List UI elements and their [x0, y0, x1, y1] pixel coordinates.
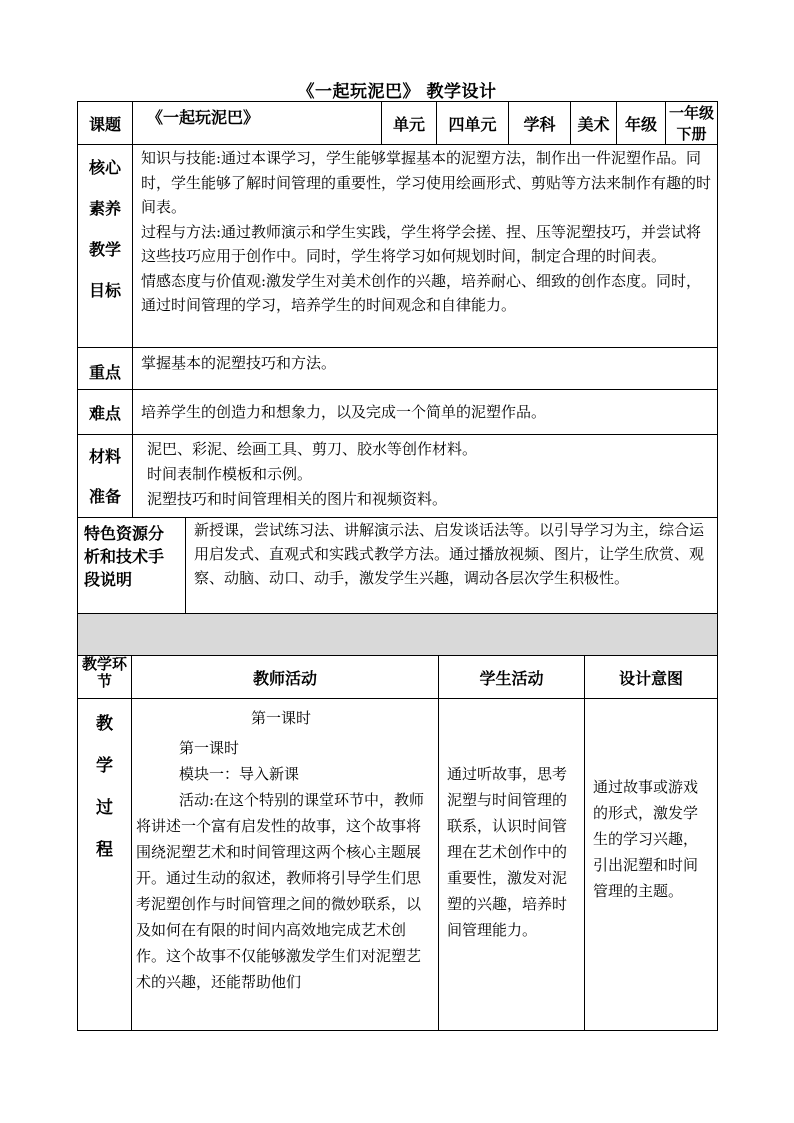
key-point-cell	[133, 348, 718, 390]
grade-value: 一年级下册	[666, 102, 718, 145]
design-intent-text: 通过故事或游戏的形式，激发学生的学习兴趣，引出泥塑和时间管理的主题。	[593, 778, 699, 900]
unit-label: 单元	[382, 102, 437, 145]
materials-label-line: 准备	[88, 487, 121, 506]
stage-header: 教学环节	[78, 656, 132, 699]
objectives-label-line: 素养	[88, 199, 121, 218]
objective-attitude: 情感态度与价值观:激发学生对美术创作的兴趣，培养耐心、细致的创作态度。同时，通过时间管理的学习，培养学生的时间观念和自律能力。	[141, 271, 702, 314]
key-point-text: 掌握基本的泥塑技巧和方法。	[141, 354, 337, 372]
resources-text: 新授课，尝试练习法、讲解演示法、启发谈话法等。以引导学习为主，综合运用启发式、直观式和实践式教学方法。通过播放视频、图片，让学生欣赏、观察、动脑、动口、动手，激发学生兴趣，调动各层次学生积极性。	[194, 521, 705, 587]
objectives-label	[78, 145, 133, 348]
teacher-activity-text: 活动:在这个特别的课堂环节中，教师将讲述一个富有启发性的故事，这个故事将围绕泥塑艺术和时间管理这两个核心主题展开。通过生动的叙述，教师将引导学生们思考泥塑创作与时间管理之间的微妙联系，以及如何在有限的时间内高效地完成艺术创作。这个故事不仅能够激发学生们对泥塑艺术的兴趣，还能帮助他们	[136, 791, 425, 991]
student-activity-text: 通过听故事，思考泥塑与时间管理的联系，认识时间管理在艺术创作中的重要性，激发对泥塑的兴趣，培养时间管理能力。	[447, 765, 568, 939]
student-activity-header: 学生活动	[439, 656, 585, 699]
grade-label: 年级	[617, 102, 666, 145]
teacher-activity-cell	[132, 699, 439, 1031]
objectives-label-line: 教学	[88, 240, 121, 259]
resources-label: 特色资源分析和技术手段说明	[78, 518, 186, 614]
stage-char: 学	[96, 756, 113, 776]
difficulty-label: 难点	[78, 390, 133, 435]
objectives-label-line: 目标	[88, 281, 121, 300]
lesson-info-table	[77, 101, 718, 656]
material-item: 时间表制作模板和示例。	[147, 465, 313, 483]
subject-value: 美术	[571, 102, 617, 145]
design-intent-cell	[585, 699, 718, 1031]
stage-process-label	[78, 699, 132, 1031]
materials-label	[78, 435, 133, 518]
objective-knowledge: 知识与技能:通过本课学习，学生能够掌握基本的泥塑方法，制作出一件泥塑作品。同时，学生能够了解时间管理的重要性，学习使用绘画形式、剪贴等方法来制作有趣的时间表。	[141, 149, 712, 216]
teacher-line-module: 模块一：导入新课	[179, 765, 300, 783]
teacher-activity-header: 教师活动	[132, 656, 439, 699]
objectives-label-line: 核心	[88, 158, 121, 177]
material-item: 泥巴、彩泥、绘画工具、剪刀、胶水等创作材料。	[147, 440, 478, 458]
difficulty-cell	[133, 390, 718, 435]
key-point-label: 重点	[78, 348, 133, 390]
materials-content	[133, 435, 718, 518]
stage-char: 教	[96, 714, 113, 734]
section-divider	[78, 614, 718, 656]
topic-label: 课题	[78, 102, 133, 145]
teaching-process-table	[77, 655, 718, 1031]
resources-content	[186, 518, 718, 614]
document-title: 《一起玩泥巴》 教学设计	[297, 82, 497, 102]
unit-value: 四单元	[437, 102, 509, 145]
topic-value: 《一起玩泥巴》	[133, 102, 382, 145]
lesson-heading: 第一课时	[251, 709, 312, 727]
objectives-content	[133, 145, 718, 348]
subject-label: 学科	[509, 102, 571, 145]
student-activity-cell	[439, 699, 585, 1031]
stage-char: 过	[96, 798, 113, 818]
material-item: 泥塑技巧和时间管理相关的图片和视频资料。	[147, 490, 448, 508]
difficulty-text: 培养学生的创造力和想象力，以及完成一个简单的泥塑作品。	[141, 402, 547, 421]
stage-char: 程	[96, 840, 113, 860]
teacher-line-lesson: 第一课时	[179, 739, 240, 757]
materials-label-line: 材料	[88, 447, 121, 466]
objective-process: 过程与方法:通过教师演示和学生实践，学生将学会搓、捏、压等泥塑技巧，并尝试将这些技巧应用于创作中。同时，学生将学习如何规划时间，制定合理的时间表。	[141, 222, 702, 265]
design-intent-header: 设计意图	[585, 656, 718, 699]
